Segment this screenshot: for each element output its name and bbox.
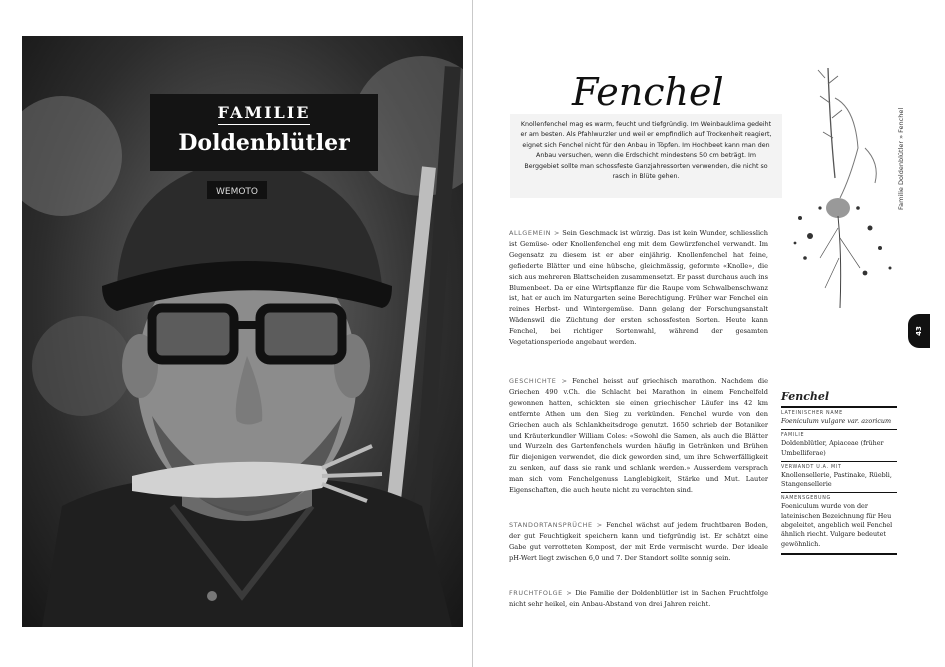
infobox-row	[781, 430, 897, 462]
family-name: Doldenblütler	[178, 130, 350, 156]
page-title: Fenchel	[572, 70, 724, 114]
infobox-value: Doldenblütler, Apiaceae (früher Umbelliferae)	[781, 439, 884, 457]
infobox-value: Foeniculum vulgare var. azoricum	[781, 417, 892, 425]
infobox-label: VERWANDT U.A. MIT	[781, 464, 842, 470]
infobox-row	[781, 408, 897, 430]
section-text: Fenchel wächst auf jedem fruchtbaren Boden, der gut Feuchtigkeit speichern kann und tiefgründig ist. Er schätzt eine Gabe gut verrotteten Kompost, der mit Erde vermischt wurde. Der ideale pH-Wert liegt zwischen 6,0 und 7. Der Standort sollte sonnig sein.	[509, 521, 768, 562]
infobox-label: NAMENSGEBUNG	[781, 496, 831, 502]
section-text: Fenchel heisst auf griechisch marathon. Nachdem die Griechen 490 v.Ch. die Schlacht bei Marathon in einem Fenchelfeld gewonnen hatten, schickten sie einen griechischer Läufer ins 42 km entfernte Athen um den Sieg zu verkünden. Fenchel wurde von den Griechen auch als Schlankheitsdroge genutzt. 1650 schrieb der Botaniker und Kräuterkundler William Coles: «Sowohl die Samen, als auch die Blätter und Wurzeln des Gartenfenchels wurden häufig in Getränken und Brühen für diejenigen verwendet, die dick geworden sind, um ihre Schwerfälligkeit zu senken, auf dass sie rank und schlank werden.» Ausserdem versprach man sich vom Fenchelgenuss Langlebigkeit, Stärke und Mut. Lauter Eigenschaften, die auch heute nicht zu verachten sind.	[509, 377, 768, 495]
family-kicker: FAMILIE	[218, 103, 311, 125]
section-lead: STANDORTANSPRÜCHE >	[509, 521, 603, 529]
fennel-plant-illustration	[780, 58, 910, 318]
section-text: Sein Geschmack ist würzig. Das ist kein Wunder, schliesslich ist Gemüse- oder Knollenfenchel eng mit dem Gewürzfenchel verwandt. Im Gegensatz zu diesem ist er aber einjährig. Knollenfenchel hat feine, gefiederte Blätter und eine hübsche, gleichmässig, geformte «Knolle», die sich aus mehreren Blattscheiden zusammensetzt. Er passt durchaus auch ins Blumenbeet. Da er eine Wirtspflanze für die Raupe vom Schwalbenschwanz ist, hat er auch im Naturgarten seine Berechtigung. Früher war Fenchel ein reines Herbst- und Wintergemüse. Dann gelang der Forschungsanstalt Wädenswil die Züchtung der ersten schossfesten Sorten. Heute kann Fenchel, bei richtiger Sortenwahl, während der gesamten Vegetationsperiode angebaut werden.	[509, 229, 768, 347]
infobox-row	[781, 462, 897, 494]
section-fruchtfolge	[509, 588, 768, 610]
infobox-label: FAMILIE	[781, 433, 805, 439]
page-number: 43	[915, 326, 923, 336]
page-number-tab	[908, 314, 930, 348]
plant-infobox	[781, 390, 897, 555]
section-text: Die Familie der Doldenblütler ist in Sachen Fruchtfolge nicht sehr heikel, ein Anbau-Abstand von drei Jahren reicht.	[509, 589, 768, 608]
cap-logo-text: WEMOTO	[215, 187, 259, 197]
section-lead: FRUCHTFOLGE >	[509, 589, 573, 597]
portrait-photo	[22, 36, 463, 627]
section-standortansprueche	[509, 520, 768, 564]
infobox-value: Knollensellerie, Pastinake, Rüebli, Stangensellerie	[781, 470, 892, 489]
infobox-value: Foeniculum wurde von der lateinischen Bezeichnung für Heu abgeleitet, angeblich weil Fenchel ähnlich riecht. Vulgare bedeutet gewöhnlich.	[781, 502, 893, 548]
section-allgemein	[509, 228, 768, 348]
section-lead: GESCHICHTE >	[509, 377, 568, 385]
running-side-label: Familie Doldenblütler » Fenchel	[897, 107, 905, 210]
section-lead: ALLGEMEIN >	[509, 229, 560, 237]
infobox-row	[781, 493, 897, 554]
infobox-label: LATEINISCHER NAME	[781, 411, 843, 416]
section-geschichte	[509, 376, 768, 496]
page-gutter	[472, 0, 473, 667]
intro-text: Knollenfenchel mag es warm, feucht und tiefgründig. Im Weinbauklima gedeiht er am besten. Als Pfahlwurzler und weil er empfindlich auf Trockenheit reagiert, eignet sich Fenchel nicht für den Anbau in Töpfen. Im Hochbeet kann man den Anbau versuchen, wenn die Erdschicht mindestens 50 cm beträgt. Im Berggebiet sollte man schossfeste Ganzjahressorten verwenden, die nicht so rasch in Blüte gehen.	[520, 121, 772, 181]
family-title-box	[150, 94, 378, 171]
infobox-title: Fenchel	[781, 390, 897, 408]
